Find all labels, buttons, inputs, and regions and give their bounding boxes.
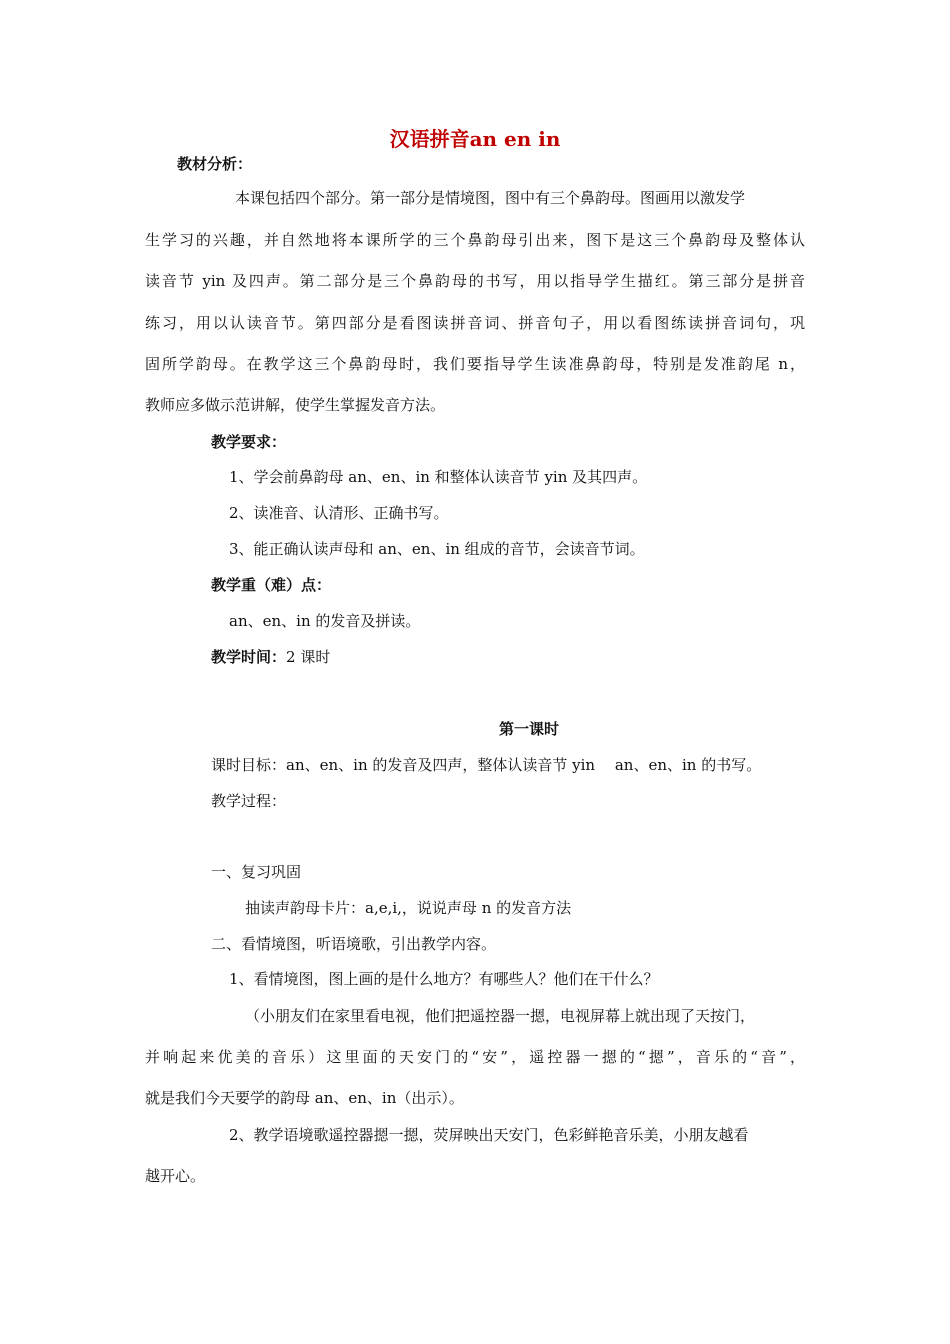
analysis-line: 读音节 yin 及四声。第二部分是三个鼻韵母的书写，用以指导学生描红。第三部分是拼音: [145, 272, 805, 290]
step2-song-line: 2、教学语境歌遥控器摁一摁，荧屏映出天安门，色彩鲜艳音乐美，小朋友越看: [229, 1126, 749, 1144]
lesson1-goal: 课时目标：an、en、in 的发音及四声，整体认读音节 yin an、en、in 的书写。: [211, 756, 762, 774]
requirement-item: 2、读准音、认清形、正确书写。: [229, 504, 449, 522]
teaching-time-value: 2 课时: [286, 648, 331, 666]
step2-question: 1、看情境图，图上画的是什么地方？有哪些人？他们在干什么？: [229, 970, 659, 988]
step2-heading: 二、看情境图，听语境歌，引出教学内容。: [211, 935, 497, 953]
analysis-line: 固所学韵母。在教学这三个鼻韵母时，我们要指导学生读准鼻韵母，特别是发准韵尾 n，: [145, 355, 805, 373]
step1-detail: 抽读声韵母卡片：a,e,i,，说说声母 n 的发音方法: [245, 899, 572, 917]
requirement-item: 3、能正确认读声母和 an、en、in 组成的音节，会读音节词。: [229, 540, 645, 558]
requirement-item: 1、学会前鼻韵母 an、en、in 和整体认读音节 yin 及其四声。: [229, 468, 648, 486]
key-points-heading: 教学重（难）点：: [211, 576, 332, 594]
step1-heading: 一、复习巩固: [211, 863, 302, 881]
teaching-time: [211, 647, 330, 667]
step2-answer-line: （小朋友们在家里看电视，他们把遥控器一摁，电视屏幕上就出现了天按门，: [245, 1007, 756, 1025]
teaching-time-label: 教学时间：: [211, 648, 287, 666]
step2-answer-line: 并响起来优美的音乐）这里面的天安门的“安”，遥控器一摁的“摁”，音乐的“音”，: [145, 1048, 805, 1066]
lesson1-heading: 第一课时: [498, 720, 559, 738]
analysis-line: 本课包括四个部分。第一部分是情境图，图中有三个鼻韵母。图画用以激发学: [235, 189, 746, 207]
analysis-line: 教师应多做示范讲解，使学生掌握发音方法。: [145, 396, 446, 414]
analysis-line: 生学习的兴趣，并自然地将本课所学的三个鼻韵母引出来，图下是这三个鼻韵母及整体认: [145, 231, 805, 249]
analysis-heading: 教材分析：: [177, 155, 253, 173]
step2-answer-line: 就是我们今天要学的韵母 an、en、in（出示）。: [145, 1089, 464, 1107]
requirements-heading: 教学要求：: [211, 433, 287, 451]
analysis-line: 练习，用以认读音节。第四部分是看图读拼音词、拼音句子，用以看图练读拼音词句，巩: [145, 314, 805, 332]
document-title: 汉语拼音an en in: [389, 127, 561, 151]
key-points-text: an、en、in 的发音及拼读。: [229, 612, 421, 630]
step2-song-line: 越开心。: [145, 1167, 206, 1185]
process-label: 教学过程：: [211, 792, 287, 810]
